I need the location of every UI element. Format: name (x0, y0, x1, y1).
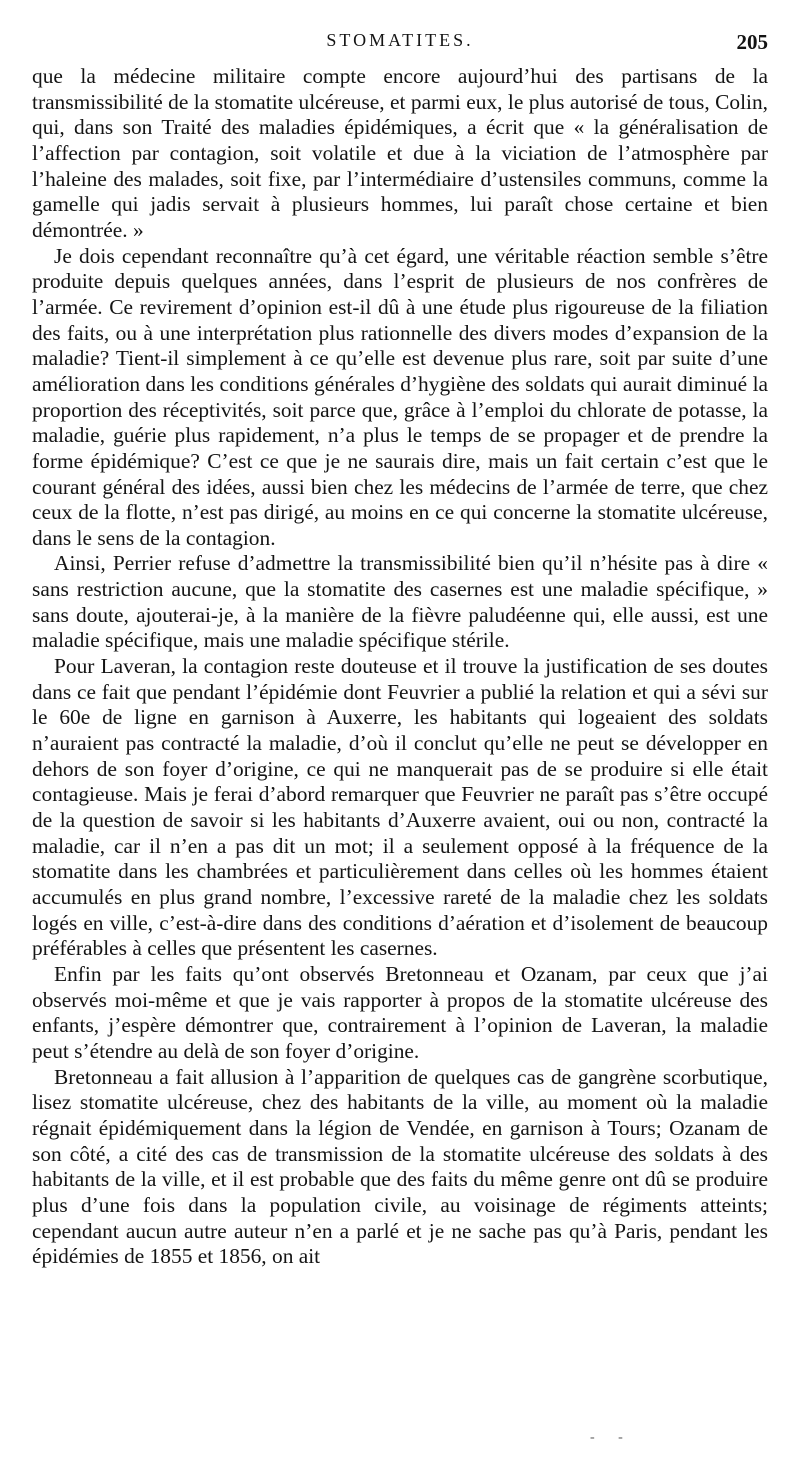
body-text (32, 64, 768, 1270)
book-page (32, 26, 768, 1446)
paragraph: Enfin par les faits qu’ont observés Bretonneau et Ozanam, par ceux que j’ai observés moi-même et que je vais rapporter à propos de la stomatite ulcéreuse des enfants, j’espère démontrer que, contrairement à l’opinion de Laveran, la maladie peut s’étendre au delà de son foyer d’origine. (32, 961, 768, 1063)
paragraph: Bretonneau a fait allusion à l’apparition de quelques cas de gangrène scorbutique, lisez stomatite ulcéreuse, chez des habitants de la ville, au moment où la maladie régnait épidémiquement dans la légion de Vendée, en garnison à Tours; Ozanam de son côté, a cité des cas de transmission de la stomatite ulcéreuse des soldats à des habitants de la ville, et il est probable que des faits du même genre ont dû se produire plus d’une fois dans la population civile, au voisinage de régiments atteints; cependant aucun autre auteur n’en a parlé et je ne sache pas qu’à Paris, pendant les épidémies de 1855 et 1856, on ait (32, 1064, 768, 1269)
page-number: 205 (736, 30, 768, 54)
paragraph: Pour Laveran, la contagion reste douteuse et il trouve la justification de ses doutes dans ce fait que pendant l’épidémie dont Feuvrier a publié la relation et qui a sévi sur le 60e de ligne en garnison à Auxerre, les habitants qui logeaient des soldats n’auraient pas contracté la maladie, d’où il conclut qu’elle ne peut se développer en dehors de son foyer d’origine, ce qui ne manquerait pas de se produire si elle était contagieuse. Mais je ferai d’abord remarquer que Feuvrier ne paraît pas s’être occupé de la question de savoir si les habitants d’Auxerre avaient, oui ou non, contracté la maladie, car il n’en a pas dit un mot; il a seulement opposé à la fréquence de la stomatite dans les chambrées et particulièrement dans celles où les hommes étaient accumulés en plus grand nombre, l’excessive rareté de la maladie chez les soldats logés en ville, c’est-à-dire dans des conditions d’aération et d’isolement de beaucoup préférables à celles que présentent les casernes. (32, 654, 768, 961)
paragraph: Je dois cependant reconnaître qu’à cet égard, une véritable réaction semble s’être produite depuis quelques années, dans l’esprit de plusieurs de nos confrères de l’armée. Ce revirement d’opinion est-il dû à une étude plus rigoureuse de la filiation des faits, ou à une interprétation plus rationnelle des divers modes d’expansion de la maladie? Tient-il simplement à ce qu’elle est devenue plus rare, soit par suite d’une amélioration dans les conditions générales d’hygiène des soldats qui aurait diminué la proportion des réceptivités, soit parce que, grâce à l’emploi du chlorate de potasse, la maladie, guérie plus rapidement, n’a plus le temps de se propager et de prendre la forme épidémique? C’est ce que je ne saurais dire, mais un fait certain c’est que le courant général des idées, aussi bien chez les médecins de l’armée de terre, que chez ceux de la flotte, n’est pas dirigé, au moins en ce qui concerne la stomatite ulcéreuse, dans le sens de la contagion. (32, 243, 768, 550)
running-title: STOMATITES. (326, 30, 474, 50)
paragraph: que la médecine militaire compte encore aujourd’hui des partisans de la transmissibilité de la stomatite ulcéreuse, et parmi eux, le plus autorisé de tous, Colin, qui, dans son Traité des maladies épidémiques, a écrit que « la généralisation de l’affection par contagion, soit volatile et due à la viciation de l’atmosphère par l’haleine des malades, soit fixe, par l’intermédiaire d’ustensiles communs, comme la gamelle qui jadis servait à plusieurs hommes, lui paraît chose certaine et bien démontrée. » (32, 64, 768, 242)
paragraph: Ainsi, Perrier refuse d’admettre la transmissibilité bien qu’il n’hésite pas à dire « sans restriction aucune, que la stomatite des casernes est une maladie spécifique, » sans doute, ajouterai-je, à la manière de la fièvre paludéenne qui, elle aussi, est une maladie spécifique, mais une maladie spécifique stérile. (32, 551, 768, 653)
footer-mark: - - (590, 1430, 633, 1445)
running-head (32, 26, 768, 64)
